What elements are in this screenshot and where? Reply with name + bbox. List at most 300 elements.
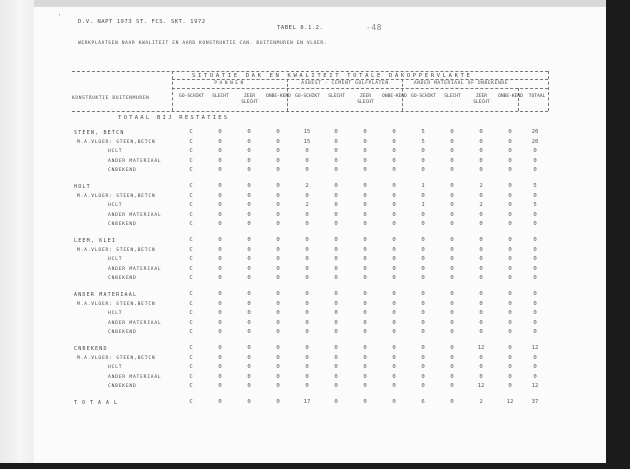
table-cell: 0 — [508, 310, 512, 317]
table-cell: C — [189, 183, 193, 189]
table-cell: 0 — [450, 167, 454, 174]
table-cell: 0 — [363, 256, 367, 263]
col-divider — [548, 71, 549, 111]
table-cell: C — [189, 310, 193, 317]
table-cell: 0 — [421, 329, 425, 336]
table-cell: 0 — [247, 237, 251, 243]
table-cell: 0 — [363, 183, 367, 189]
table-cell: C — [189, 275, 193, 282]
table-cell: 0 — [392, 265, 396, 272]
table-cell: 0 — [508, 183, 512, 189]
table-cell: 0 — [334, 256, 338, 263]
table-cell: 0 — [334, 265, 338, 272]
table-cell: 0 — [247, 211, 251, 218]
table-cell: 0 — [276, 148, 280, 155]
table-cell: 5 — [533, 183, 537, 189]
table-cell: 0 — [392, 148, 396, 155]
table-cell: C — [189, 329, 193, 336]
table-cell: 0 — [305, 148, 309, 155]
table-cell: 12 — [506, 399, 514, 405]
table-cell: 0 — [305, 310, 309, 317]
table-cell: 0 — [421, 221, 425, 228]
table-cell: 0 — [334, 167, 338, 174]
table-cell: 0 — [508, 354, 512, 361]
row-label: M.A.VLOER: STEEN,BETCN — [77, 247, 156, 253]
table-cell: 0 — [305, 211, 309, 218]
table-cell: 0 — [450, 183, 454, 189]
table-cell: 0 — [450, 265, 454, 272]
table-cell: 0 — [334, 237, 338, 243]
table-cell: 5 — [533, 202, 537, 209]
table-cell: C — [189, 221, 193, 228]
table-cell: 0 — [479, 275, 483, 282]
table-cell: 0 — [218, 211, 222, 218]
row-label: CNBEKEND — [108, 276, 137, 282]
table-cell: 0 — [508, 202, 512, 209]
table-cell: 0 — [533, 221, 537, 228]
table-cell: 0 — [421, 354, 425, 361]
table-cell: 17 — [303, 399, 311, 405]
table-cell: 0 — [533, 275, 537, 282]
table-cell: 0 — [533, 167, 537, 174]
table-cell: 0 — [392, 192, 396, 199]
table-cell: 0 — [305, 354, 309, 361]
table-cell: 0 — [392, 291, 396, 297]
table-cell: 0 — [247, 246, 251, 253]
table-cell: 0 — [392, 310, 396, 317]
table-cell: 0 — [276, 265, 280, 272]
table-cell: 0 — [450, 129, 454, 135]
table-cell: 0 — [334, 246, 338, 253]
table-cell: 0 — [450, 300, 454, 307]
column-header: GO-SCHIKT — [295, 94, 320, 99]
table-cell: 0 — [247, 275, 251, 282]
table-cell: 0 — [533, 354, 537, 361]
table-cell: 0 — [218, 138, 222, 145]
table-cell: 0 — [508, 275, 512, 282]
table-cell: C — [189, 399, 193, 405]
table-cell: 0 — [479, 373, 483, 380]
table-cell: 0 — [218, 319, 222, 326]
table-cell: 1 — [421, 183, 425, 189]
table-cell: 0 — [363, 399, 367, 405]
table-cell: 0 — [392, 202, 396, 209]
table-cell: 12 — [531, 345, 539, 351]
table-cell: 0 — [421, 237, 425, 243]
table-cell: 0 — [334, 364, 338, 371]
table-cell: 0 — [305, 329, 309, 336]
table-cell: 0 — [479, 148, 483, 155]
table-cell: 0 — [334, 373, 338, 380]
table-cell: 0 — [421, 291, 425, 297]
table-cell: 0 — [421, 345, 425, 351]
table-cell: C — [189, 354, 193, 361]
table-cell: C — [189, 246, 193, 253]
row-label: TOTAAL — [74, 400, 123, 406]
table-cell: 0 — [247, 300, 251, 307]
table-cell: 0 — [218, 310, 222, 317]
table-cell: 0 — [450, 310, 454, 317]
table-cell: 0 — [533, 319, 537, 326]
table-cell: 0 — [305, 167, 309, 174]
table-cell: 0 — [247, 256, 251, 263]
table-cell: 0 — [421, 167, 425, 174]
table-cell: 0 — [363, 157, 367, 164]
table-cell: 0 — [392, 373, 396, 380]
table-cell: 0 — [218, 399, 222, 405]
table-cell: 0 — [334, 148, 338, 155]
table-cell: 0 — [247, 192, 251, 199]
table-cell: 0 — [276, 167, 280, 174]
table-cell: 0 — [533, 364, 537, 371]
table-cell: 2 — [305, 202, 309, 209]
table-cell: 0 — [533, 148, 537, 155]
row-label: M.A.VLOER: STEEN,BETCN — [77, 355, 156, 361]
table-cell: 0 — [218, 300, 222, 307]
table-cell: 37 — [531, 399, 539, 405]
table-cell: 0 — [392, 345, 396, 351]
table-cell: 0 — [363, 129, 367, 135]
table-cell: 0 — [479, 256, 483, 263]
row-label: ANDER MATERIAAL — [74, 292, 138, 298]
row-label: HCLT — [108, 203, 123, 209]
table-cell: 0 — [450, 192, 454, 199]
table-cell: 0 — [392, 129, 396, 135]
table-cell: 0 — [508, 192, 512, 199]
table-cell: 0 — [508, 329, 512, 336]
table-cell: 0 — [334, 275, 338, 282]
row-label: ANDER MATERIAAL — [108, 158, 162, 164]
table-cell: 0 — [479, 300, 483, 307]
section-title: TOTAAL BIJ RESTATIES — [118, 115, 230, 121]
table-cell: 0 — [363, 167, 367, 174]
column-header: SLECHT — [212, 94, 229, 99]
table-cell: 0 — [450, 383, 454, 390]
table-cell: 0 — [247, 383, 251, 390]
row-label: STEEN, BETCN — [74, 130, 125, 136]
table-cell: C — [189, 291, 193, 297]
table-cell: 0 — [479, 319, 483, 326]
column-header: ONBE-KEND — [382, 94, 407, 99]
table-cell: 0 — [392, 183, 396, 189]
table-cell: 0 — [479, 265, 483, 272]
table-cell: 0 — [508, 364, 512, 371]
table-cell: 12 — [477, 383, 485, 390]
table-cell: 0 — [305, 256, 309, 263]
row-label: CNBEKEND — [108, 168, 137, 174]
table-cell: 0 — [218, 148, 222, 155]
table-cell: C — [189, 256, 193, 263]
row-label: ANDER MATERIAAL — [108, 320, 162, 326]
table-cell: 0 — [247, 138, 251, 145]
table-cell: 0 — [363, 138, 367, 145]
table-cell: C — [189, 138, 193, 145]
table-cell: 0 — [421, 246, 425, 253]
table-cell: 0 — [533, 237, 537, 243]
table-cell: 0 — [450, 373, 454, 380]
table-cell: 0 — [218, 157, 222, 164]
table-cell: 0 — [247, 129, 251, 135]
table-cell: 0 — [392, 157, 396, 164]
table-cell: 0 — [479, 211, 483, 218]
table-cell: 0 — [479, 246, 483, 253]
table-cell: 0 — [363, 211, 367, 218]
table-cell: 0 — [508, 221, 512, 228]
row-label: CNBEKEND — [108, 330, 137, 336]
rule-top — [72, 71, 548, 72]
table-cell: 0 — [508, 319, 512, 326]
table-cell: 2 — [479, 183, 483, 189]
table-cell: 0 — [276, 319, 280, 326]
table-cell: 0 — [363, 345, 367, 351]
table-cell: 0 — [276, 364, 280, 371]
table-cell: 0 — [392, 256, 396, 263]
table-cell: 0 — [450, 237, 454, 243]
row-label: HOLT — [74, 184, 91, 190]
row-label: ANDER MATERIAAL — [108, 266, 162, 272]
table-cell: 0 — [450, 319, 454, 326]
table-cell: 0 — [276, 237, 280, 243]
table-cell: 12 — [477, 345, 485, 351]
table-cell: 0 — [533, 329, 537, 336]
table-cell: 0 — [363, 300, 367, 307]
table-cell: 0 — [276, 192, 280, 199]
table-cell: C — [189, 300, 193, 307]
table-cell: 0 — [392, 167, 396, 174]
table-cell: 0 — [363, 383, 367, 390]
table-cell: 0 — [276, 345, 280, 351]
table-cell: 0 — [421, 265, 425, 272]
table-cell: 0 — [479, 329, 483, 336]
table-cell: 0 — [479, 129, 483, 135]
table-cell: 0 — [334, 291, 338, 297]
table-cell: 0 — [305, 319, 309, 326]
table-cell: 0 — [276, 354, 280, 361]
table-cell: 0 — [218, 202, 222, 209]
table-cell: 0 — [334, 399, 338, 405]
table-cell: 20 — [531, 129, 539, 135]
row-label: CNBEKEND — [108, 384, 137, 390]
table-cell: 0 — [363, 221, 367, 228]
table-cell: 0 — [305, 300, 309, 307]
table-cell: C — [189, 157, 193, 164]
table-cell: 0 — [218, 329, 222, 336]
table-cell: 0 — [508, 211, 512, 218]
table-cell: 0 — [247, 364, 251, 371]
table-cell: C — [189, 237, 193, 243]
table-cell: 0 — [305, 291, 309, 297]
table-cell: 0 — [276, 399, 280, 405]
column-header: ZEER SLECHT — [241, 94, 258, 105]
table-cell: 20 — [531, 138, 539, 145]
table-cell: 0 — [247, 265, 251, 272]
table-cell: 0 — [276, 373, 280, 380]
table-cell: 0 — [450, 256, 454, 263]
table-cell: 0 — [218, 364, 222, 371]
table-cell: 0 — [276, 291, 280, 297]
table-cell: 0 — [479, 221, 483, 228]
table-cell: 0 — [363, 354, 367, 361]
table-cell: 0 — [247, 399, 251, 405]
table-cell: 1 — [421, 202, 425, 209]
table-cell: 15 — [303, 129, 311, 135]
table-cell: 0 — [533, 192, 537, 199]
table-cell: 0 — [421, 300, 425, 307]
table-cell: 0 — [479, 157, 483, 164]
column-header: SLECHT — [328, 94, 345, 99]
table-cell: 0 — [276, 300, 280, 307]
table-cell: 0 — [276, 256, 280, 263]
table-cell: 0 — [479, 364, 483, 371]
table-cell: 0 — [276, 183, 280, 189]
table-cell: 0 — [218, 354, 222, 361]
table-cell: 0 — [276, 211, 280, 218]
table-cell: 0 — [218, 221, 222, 228]
subgroup-label: PANNEN — [214, 81, 246, 86]
table-cell: 0 — [363, 237, 367, 243]
table-cell: 0 — [218, 167, 222, 174]
table-cell: 12 — [531, 383, 539, 390]
row-label: LEEM, KLEI — [74, 238, 117, 244]
table-cell: 0 — [533, 310, 537, 317]
row-label: HCLT — [108, 365, 123, 371]
table-cell: 0 — [450, 148, 454, 155]
table-cell: 0 — [479, 237, 483, 243]
rule-subgroup — [172, 88, 548, 89]
table-cell: 0 — [421, 275, 425, 282]
table-cell: 0 — [508, 148, 512, 155]
table-cell: 0 — [363, 291, 367, 297]
table-cell: 0 — [363, 310, 367, 317]
table-cell: 0 — [305, 192, 309, 199]
table-cell: 0 — [450, 364, 454, 371]
table-cell: 0 — [334, 138, 338, 145]
table-cell: 0 — [533, 211, 537, 218]
row-label: ANDER MATERIAAL — [108, 212, 162, 218]
table-cell: 0 — [479, 138, 483, 145]
table-cell: C — [189, 148, 193, 155]
table-cell: 0 — [276, 138, 280, 145]
table-cell: 2 — [479, 202, 483, 209]
rule-header-bottom — [72, 111, 548, 112]
page-marker: ' — [58, 14, 62, 20]
table-cell: 0 — [247, 354, 251, 361]
table-cell: 0 — [533, 373, 537, 380]
table-cell: 0 — [450, 211, 454, 218]
table-cell: 0 — [363, 373, 367, 380]
table-cell: 0 — [533, 300, 537, 307]
table-cell: 0 — [305, 373, 309, 380]
table-cell: 0 — [247, 345, 251, 351]
table-cell: C — [189, 211, 193, 218]
table-cell: 0 — [392, 329, 396, 336]
table-cell: 0 — [421, 211, 425, 218]
table-cell: 0 — [334, 192, 338, 199]
table-cell: 0 — [218, 345, 222, 351]
scan-border-bottom — [0, 463, 630, 469]
scan-margin-left — [0, 0, 34, 469]
table-cell: 0 — [421, 157, 425, 164]
table-cell: 0 — [334, 129, 338, 135]
table-cell: 0 — [218, 265, 222, 272]
table-cell: 0 — [508, 265, 512, 272]
table-cell: 0 — [276, 383, 280, 390]
table-cell: 0 — [276, 310, 280, 317]
table-cell: C — [189, 319, 193, 326]
column-header: GO-SCHIKT — [179, 94, 204, 99]
table-cell: 0 — [363, 265, 367, 272]
table-cell: 0 — [450, 329, 454, 336]
table-cell: 0 — [247, 291, 251, 297]
table-cell: 0 — [479, 354, 483, 361]
column-header: SLECHT — [444, 94, 461, 99]
table-cell: 0 — [334, 310, 338, 317]
table-cell: 0 — [247, 202, 251, 209]
table-cell: 0 — [305, 265, 309, 272]
table-cell: 0 — [247, 221, 251, 228]
subgroup-label: ANDER MATERIAAL OF ONBEKENDE — [413, 81, 509, 86]
table-cell: 0 — [508, 246, 512, 253]
table-cell: 5 — [421, 138, 425, 145]
table-cell: C — [189, 129, 193, 135]
table-cell: 0 — [450, 246, 454, 253]
col-divider — [172, 71, 173, 111]
table-cell: 0 — [247, 319, 251, 326]
table-cell: 0 — [334, 319, 338, 326]
table-cell: 0 — [421, 192, 425, 199]
column-header: GO-SCHIKT — [411, 94, 436, 99]
table-cell: 0 — [450, 138, 454, 145]
table-cell: 0 — [533, 265, 537, 272]
table-cell: C — [189, 345, 193, 351]
table-cell: 0 — [334, 202, 338, 209]
table-cell: 0 — [392, 246, 396, 253]
table-cell: 0 — [421, 383, 425, 390]
table-cell: 0 — [363, 192, 367, 199]
column-header: ONBE-KEND — [498, 94, 523, 99]
rule-group — [172, 79, 548, 80]
table-cell: 0 — [363, 148, 367, 155]
table-cell: 0 — [247, 167, 251, 174]
table-cell: 0 — [218, 373, 222, 380]
table-cell: 5 — [421, 129, 425, 135]
table-cell: 0 — [479, 192, 483, 199]
table-cell: 0 — [247, 310, 251, 317]
table-cell: 2 — [305, 183, 309, 189]
table-cell: 0 — [392, 221, 396, 228]
table-cell: 0 — [218, 383, 222, 390]
table-cell: 0 — [334, 221, 338, 228]
table-cell: 0 — [305, 345, 309, 351]
table-cell: 0 — [450, 202, 454, 209]
table-cell: 0 — [218, 291, 222, 297]
table-cell: 15 — [303, 138, 311, 145]
subgroup-label: ASBEST - CEMENT GOLFPLATEN — [301, 81, 389, 86]
row-label: M.A.VLOER: STEEN,BETCN — [77, 193, 156, 199]
table-cell: C — [189, 192, 193, 199]
table-cell: 0 — [218, 237, 222, 243]
row-header: KONSTRUKTIE BUITENMUREN — [72, 96, 150, 101]
row-label: CNBEKEND — [108, 222, 137, 228]
row-label: CNBEKEND — [74, 346, 108, 352]
table-cell: 0 — [363, 246, 367, 253]
column-header: TOTAAL — [528, 94, 546, 99]
table-cell: 0 — [334, 300, 338, 307]
table-cell: 0 — [392, 275, 396, 282]
table-cell: 0 — [421, 373, 425, 380]
row-label: M.A.VLOER: STEEN,BETCN — [77, 139, 156, 145]
table-cell: 0 — [276, 329, 280, 336]
